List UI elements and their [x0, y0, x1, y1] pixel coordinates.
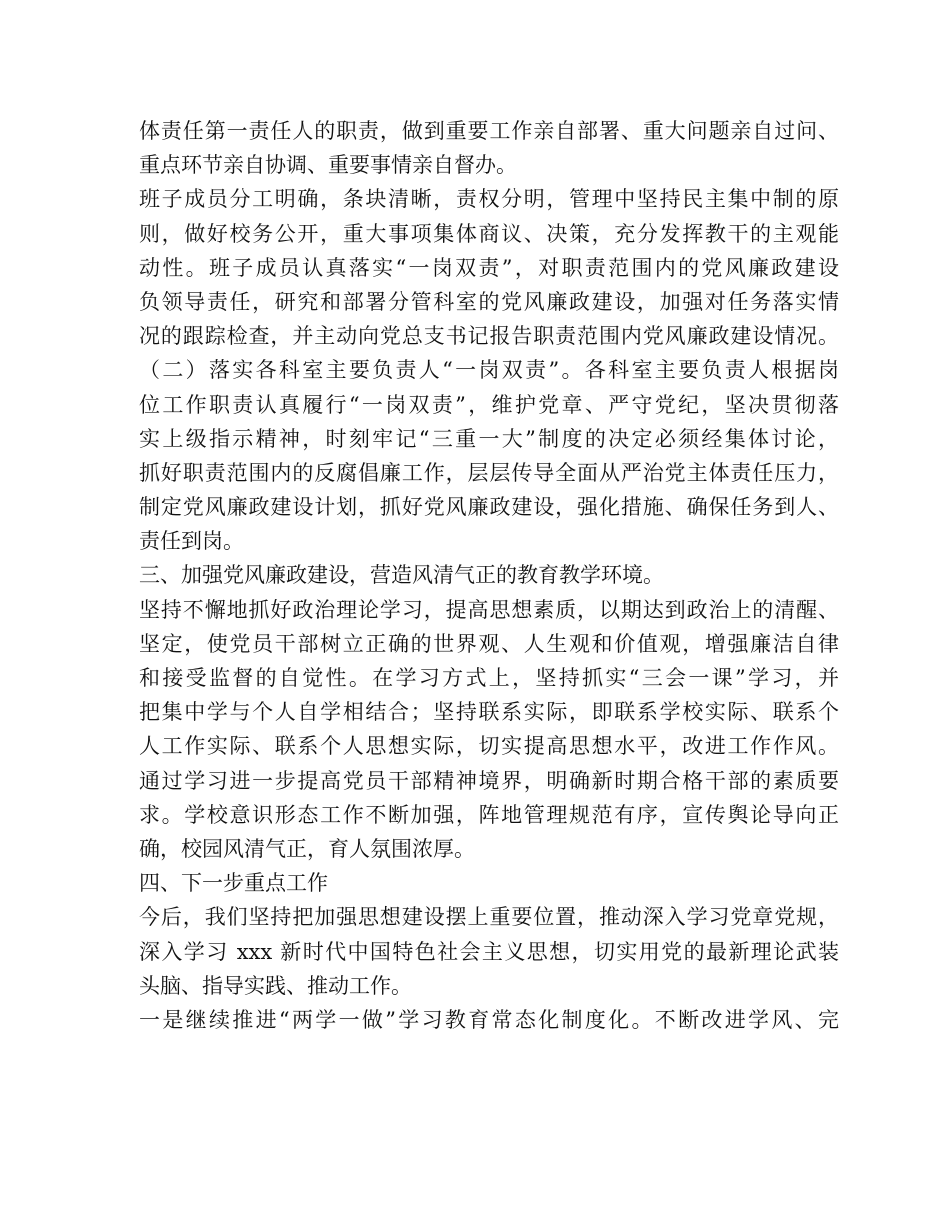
text-line: 坚定，使党员干部树立正确的世界观、人生观和价值观，增强廉洁自律	[139, 631, 839, 656]
text-line: 头脑、指导实践、推动工作。	[139, 973, 412, 998]
text-line: 今后，我们坚持把加强思想建设摆上重要位置，推动深入学习党章党规，	[139, 905, 839, 930]
text-line: 动性。班子成员认真落实“一岗双责”，对职责范围内的党风廉政建设	[139, 255, 839, 280]
section-heading: 四、下一步重点工作	[139, 871, 328, 896]
text-line: 况的跟踪检查，并主动向党总支书记报告职责范围内党风廉政建设情况。	[139, 324, 839, 349]
text-line: 把集中学与个人自学相结合；坚持联系实际，即联系学校实际、联系个	[139, 700, 839, 725]
text-line: 通过学习进一步提高党员干部精神境界，明确新时期合格干部的素质要	[139, 768, 839, 793]
section-heading: 三、加强党风廉政建设，营造风清气正的教育教学环境。	[139, 563, 664, 588]
text-line: 求。学校意识形态工作不断加强，阵地管理规范有序，宣传舆论导向正	[139, 802, 839, 827]
text-line: 深入学习 xxx 新时代中国特色社会主义思想，切实用党的最新理论武装	[139, 939, 839, 964]
text-line: 体责任第一责任人的职责，做到重要工作亲自部署、重大问题亲自过问、	[139, 119, 839, 143]
text-line: （二）落实各科室主要负责人“一岗双责”。各科室主要负责人根据岗	[139, 358, 839, 383]
text-line: 则，做好校务公开，重大事项集体商议、决策，充分发挥教干的主观能	[139, 221, 839, 246]
text-line: 责任到岗。	[139, 529, 244, 554]
text-line: 负领导责任，研究和部署分管科室的党风廉政建设，加强对任务落实情	[139, 289, 839, 314]
text-line: 坚持不懈地抓好政治理论学习，提高思想素质，以期达到政治上的清醒、	[139, 597, 839, 622]
text-line: 和接受监督的自觉性。在学习方式上，坚持抓实“三会一课”学习，并	[139, 666, 839, 690]
document-page	[139, 114, 839, 1037]
text-line: 班子成员分工明确，条块清晰，责权分明，管理中坚持民主集中制的原	[139, 187, 839, 212]
text-line: 抓好职责范围内的反腐倡廉工作，层层传导全面从严治党主体责任压力，	[139, 460, 839, 485]
text-line: 一是继续推进“两学一做”学习教育常态化制度化。不断改进学风、完	[139, 1007, 839, 1032]
text-line: 人工作实际、联系个人思想实际，切实提高思想水平，改进工作作风。	[139, 734, 839, 759]
text-line: 制定党风廉政建设计划，抓好党风廉政建设，强化措施、确保任务到人、	[139, 495, 839, 520]
text-line: 实上级指示精神，时刻牢记“三重一大”制度的决定必须经集体讨论，	[139, 426, 839, 451]
text-line: 确，校园风清气正，育人氛围浓厚。	[139, 836, 475, 861]
text-line: 重点环节亲自协调、重要事情亲自督办。	[139, 153, 517, 178]
text-line: 位工作职责认真履行“一岗双责”，维护党章、严守党纪，坚决贯彻落	[139, 392, 839, 417]
